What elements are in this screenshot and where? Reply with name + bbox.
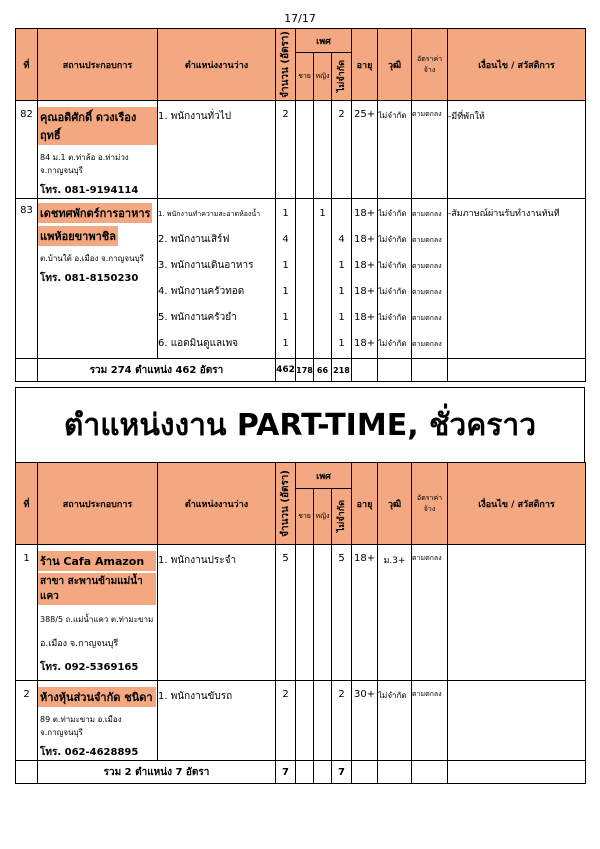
total-row [16,761,586,784]
total-any: 218 [332,359,352,382]
header-conditions: เงื่อนไข / สวัสดิการ [448,463,586,545]
position-item: 2. พนักงานเสิร์ฟ [158,234,230,245]
table-row [16,101,586,199]
wage-cell: ตามตกลง [412,681,448,761]
header-any: ไม่จำกัด [332,489,352,545]
company-address-2: อ.เมือง จ.กาญจนบุรี [40,639,119,649]
position-item: 1. พนักงานทำความสะอาดห้องน้ำ [158,210,261,218]
age-cell: 18+ 18+ 18+ 18+ 18+ 18+ [352,199,378,359]
position-item: 6. แอดมินดูแลเพจ [158,338,239,349]
company-phone: โทร. 081-8150230 [40,273,139,284]
condition-cell: -มีที่พักให้ [448,101,586,199]
company-phone: โทร. 092-5369165 [40,662,139,673]
row-no: 2 [16,681,38,761]
count-cell: 5 [276,545,296,681]
position-cell: 1. พนักงานขับรถ [158,681,276,761]
position-item: 3. พนักงานเดินอาหาร [158,260,254,271]
header-age: อายุ [352,463,378,545]
company-cell [38,101,158,199]
condition-cell [448,681,586,761]
header-wage: อัตราค่าจ้าง [412,463,448,545]
total-male: 178 [296,359,314,382]
female-cell: 1 [314,199,332,359]
table-row [16,681,586,761]
total-label: รวม 2 ตำแหน่ง 7 อัตรา [38,761,276,784]
company-address: 84 ม.1 ต.ท่าล้อ อ.ท่าม่วง จ.กาญจนบุรี [40,153,129,175]
table-row [16,545,586,681]
header-male: ชาย [296,489,314,545]
education-cell: ไม่จำกัด [378,681,412,761]
male-cell [296,101,314,199]
company-name: ร้าน Cafa Amazon [38,551,156,571]
header-gender: เพศ [296,463,352,489]
header-any: ไม่จำกัด [332,53,352,101]
position-cell: 1. พนักงานประจำ [158,545,276,681]
position-item: 4. พนักงานครัวทอด [158,286,245,297]
header-company: สถานประกอบการ [38,463,158,545]
header-female: หญิง [314,53,332,101]
header-wage: อัตราค่าจ้าง [412,29,448,101]
male-cell [296,681,314,761]
female-cell [314,101,332,199]
header-count: จำนวน (อัตรา) [276,29,296,101]
total-count: 462 [276,359,296,382]
page-number: 17/17 [284,12,316,25]
company-phone: โทร. 081-9194114 [40,185,139,196]
row-no: 1 [16,545,38,681]
header-age: อายุ [352,29,378,101]
count-cell: 2 [276,681,296,761]
age-cell: 30+ [352,681,378,761]
position-cell [158,199,276,359]
count-cell: 2 [276,101,296,199]
company-name-line2: แพห้อยขาพาชิล [38,226,118,246]
position-item: 5. พนักงานครัวยำ [158,312,237,323]
wage-cell: ตามตกลง [412,101,448,199]
company-phone: โทร. 062-4628895 [40,747,139,758]
header-conditions: เงื่อนไข / สวัสดิการ [448,29,586,101]
female-cell [314,545,332,681]
wage-cell: ตามตกลง ตามตกลง ตามตกลง ตามตกลง ตามตกลง ตามตกลง [412,199,448,359]
any-cell: 5 [332,545,352,681]
count-cell: 1 4 1 1 1 1 [276,199,296,359]
condition-cell: -สัมภาษณ์ผ่านรับทำงานทันที [448,199,586,359]
header-no: ที่ [16,463,38,545]
total-row [16,359,586,382]
wage-cell: ตามตกลง [412,545,448,681]
any-cell: 2 [332,681,352,761]
total-female: 66 [314,359,332,382]
position-cell: 1. พนักงานทั่วไป [158,101,276,199]
condition-cell [448,545,586,681]
company-name: ห้างหุ้นส่วนจำกัด ชนิดา [38,687,156,707]
male-cell [296,199,314,359]
company-cell [38,199,158,359]
company-branch: สาขา สะพานข้ามแม่น้ำแคว [38,573,156,605]
header-count: จำนวน (อัตรา) [276,463,296,545]
company-name-line1: เดชทศพักตร์การอาหาร [38,203,152,223]
age-cell: 25+ [352,101,378,199]
any-cell: 4 1 1 1 1 [332,199,352,359]
job-table-2 [15,462,586,784]
job-table-1 [15,28,586,382]
header-female: หญิง [314,489,332,545]
header-gender: เพศ [296,29,352,53]
total-any: 7 [332,761,352,784]
age-cell: 18+ [352,545,378,681]
row-no: 82 [16,101,38,199]
company-address: 89 ต.ท่ามะขาม อ.เมือง จ.กาญจนบุรี [40,715,122,737]
company-cell [38,681,158,761]
header-position: ตำแหน่งงานว่าง [158,29,276,101]
header-education: วุฒิ [378,463,412,545]
header-education: วุฒิ [378,29,412,101]
part-time-banner: ตำแหน่งงาน PART-TIME, ชั่วคราว [15,387,585,464]
female-cell [314,681,332,761]
header-male: ชาย [296,53,314,101]
row-no: 83 [16,199,38,359]
company-address: 388/5 ถ.แม่น้ำแคว ต.ท่ามะขาม [40,615,154,624]
header-no: ที่ [16,29,38,101]
table-row [16,199,586,359]
male-cell [296,545,314,681]
total-label: รวม 274 ตำแหน่ง 462 อัตรา [38,359,276,382]
company-address: ต.บ้านใต้ อ.เมือง จ.กาญจนบุรี [40,254,144,263]
any-cell: 2 [332,101,352,199]
education-cell: ไม่จำกัด [378,101,412,199]
company-name: คุณอดิศักดิ์ ดวงเรืองฤทธิ์ [38,107,157,145]
education-cell: ไม่จำกัด ไม่จำกัด ไม่จำกัด ไม่จำกัด ไม่จำกัด ไม่จำกัด [378,199,412,359]
header-company: สถานประกอบการ [38,29,158,101]
total-count: 7 [276,761,296,784]
education-cell: ม.3+ [378,545,412,681]
header-position: ตำแหน่งงานว่าง [158,463,276,545]
company-cell [38,545,158,681]
